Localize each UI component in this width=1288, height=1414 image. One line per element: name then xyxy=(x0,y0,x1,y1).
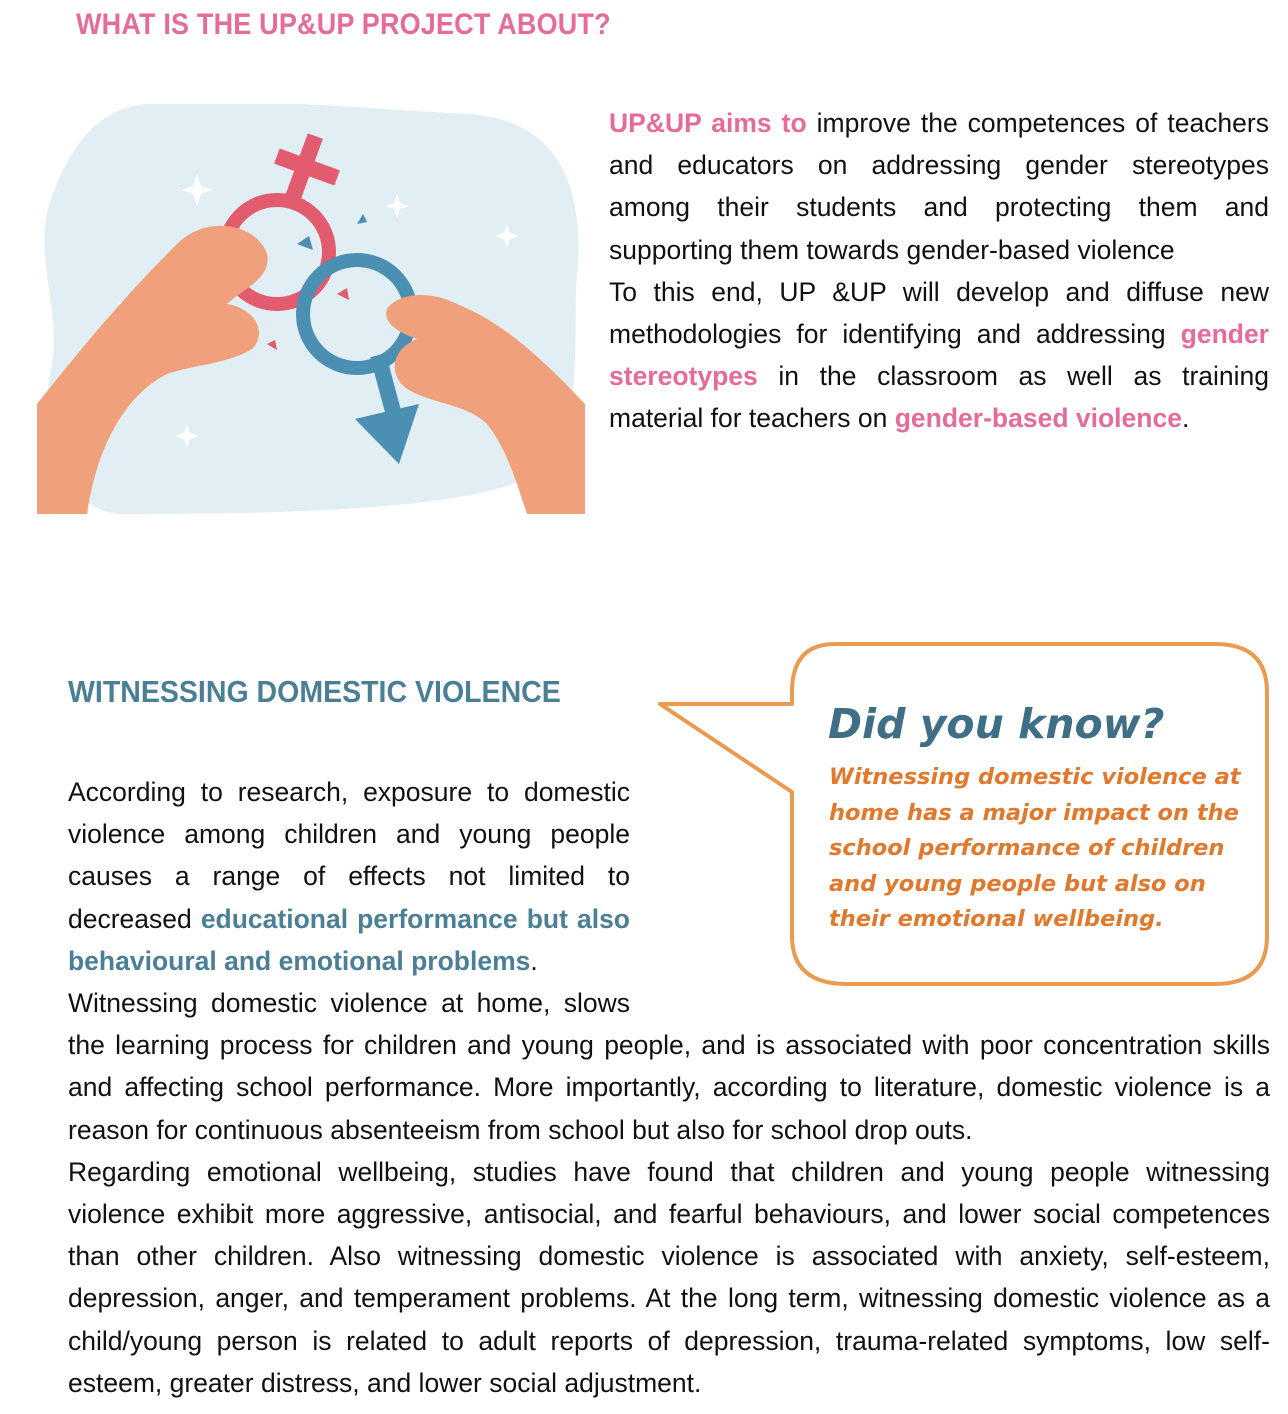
emotional-wellbeing-text: Regarding emotional wellbeing, studies have found that children and young people witnessing violence exhibit more aggressive, antisocial, and fearful behaviours, and lower social competences than other children. Also witnessing domestic violence is associated with anxiety, self-esteem, depression, anger, and temperament problems. At the long term, witnessing domestic violence as a child/young person is related to adult reports of depression, trauma-related symptoms, low self-esteem, greater distress, and lower social adjustment. xyxy=(68,1156,1270,1398)
intro-text-1: improve the competences of teachers and educators on addressing gender stereotypes among their students and protecting them and supporting them towards gender-based violence xyxy=(609,108,1269,265)
did-you-know-text: Witnessing domestic violence at home has a major impact on the school performance of children and young people but also on their emotional wellbeing. xyxy=(829,764,1241,932)
intro-text-2: To this end, UP &UP will develop and diffuse new methodologies for identifying and addressing xyxy=(609,276,1269,350)
intro-text-4: . xyxy=(1181,403,1190,434)
section-heading-project: WHAT IS THE UP&UP PROJECT ABOUT? xyxy=(76,8,611,41)
intro-highlight: UP&UP aims to xyxy=(609,108,807,138)
gender-symbols-illustration xyxy=(37,104,585,514)
section-heading-domestic-violence: WITNESSING DOMESTIC VIOLENCE xyxy=(68,674,561,709)
research-end: . xyxy=(530,945,538,976)
effects-first-line: Witnessing domestic violence at home, slows xyxy=(68,988,630,1018)
did-you-know-title: Did you know? xyxy=(828,700,1165,748)
research-text: According to research, exposure to domestic violence among children and young people causes a range of effects not limited to decreased xyxy=(68,777,630,934)
research-highlight: educational performance but also behavioural and emotional problems xyxy=(68,903,630,976)
highlight-gender-based-violence: gender-based violence xyxy=(894,403,1182,434)
effects-text: the learning process for children and young people, and is associated with poor concentration skills and affecting school performance. More importantly, according to literature, domestic violence is a reason for continuous absenteeism from school but also for school drop outs. xyxy=(68,1030,1270,1145)
intro-text-3: in the classroom as well as training material for teachers on xyxy=(609,361,1269,434)
highlight-gender-stereotypes: gender stereotypes xyxy=(609,319,1269,392)
paragraph-effects xyxy=(68,982,1270,1404)
paragraph-research xyxy=(68,771,630,982)
project-intro xyxy=(609,102,1269,440)
